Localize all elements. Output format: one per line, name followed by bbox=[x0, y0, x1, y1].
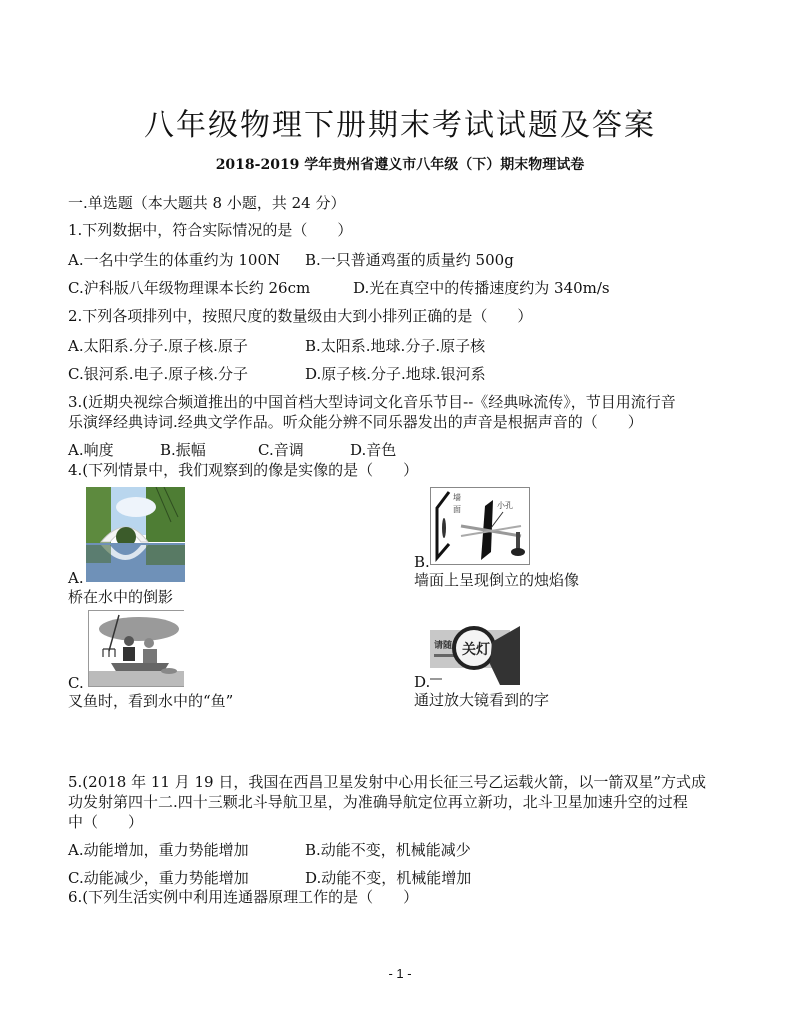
question-1-option-b: B.一只普通鸡蛋的质量约 500g bbox=[305, 251, 514, 269]
question-2-option-c: C.银河系.电子.原子核.分子 bbox=[68, 365, 249, 383]
question-4-option-c-caption: 叉鱼时，看到水中的“鱼” bbox=[68, 692, 234, 710]
section-heading: 一.单选题（本大题共 8 小题，共 24 分） bbox=[68, 194, 346, 212]
question-2-option-b: B.太阳系.地球.分子.原子核 bbox=[305, 337, 486, 355]
question-1-stem: 1.下列数据中，符合实际情况的是（ ） bbox=[68, 221, 353, 239]
question-5-option-a: A.动能增加，重力势能增加 bbox=[68, 841, 249, 859]
question-5-stem-line-2: 功发射第四十二.四十三颗北斗导航卫星，为准确导航定位再立新功，北斗卫星加速升空的过程 bbox=[68, 793, 688, 811]
question-4-option-a-label: A. bbox=[68, 569, 84, 587]
question-4-option-d-label: D. bbox=[414, 673, 431, 691]
question-2-option-d: D.原子核.分子.地球.银河系 bbox=[305, 365, 486, 383]
document-subtitle: 2018-2019 学年贵州省遵义市八年级（下）期末物理试卷 bbox=[215, 157, 585, 173]
question-1-option-c: C.沪科版八年级物理课本长约 26cm bbox=[68, 279, 311, 297]
question-4-option-d-caption: 通过放大镜看到的字 bbox=[414, 691, 550, 709]
question-5-stem-line-3: 中（ ） bbox=[68, 813, 144, 831]
question-2-stem: 2.下列各项排列中，按照尺度的数量级由大到小排列正确的是（ ） bbox=[68, 307, 533, 325]
question-3-option-c: C.音调 bbox=[258, 441, 304, 459]
question-4-option-a-caption: 桥在水中的倒影 bbox=[68, 588, 174, 606]
spear-fishing-illustration bbox=[88, 610, 184, 687]
magnifier-photo bbox=[430, 622, 520, 685]
pinhole-camera-diagram bbox=[430, 487, 530, 565]
question-3-option-b: B.振幅 bbox=[160, 441, 206, 459]
question-5-option-c: C.动能减少，重力势能增加 bbox=[68, 869, 249, 887]
question-5-stem-line-1: 5.(2018 年 11 月 19 日，我国在西昌卫星发射中心用长征三号乙运载火箭，以一箭双星”方式成 bbox=[68, 773, 707, 791]
question-3-option-d: D.音色 bbox=[350, 441, 397, 459]
question-4-stem: 4.(下列情景中，我们观察到的像是实像的是（ ） bbox=[68, 461, 419, 479]
question-3-stem-line-1: 3.(近期央视综合频道推出的中国首档大型诗词文化音乐节目--《经典咏流传》，节目用流行音 bbox=[68, 393, 676, 411]
page-number: - 1 - bbox=[388, 966, 412, 981]
svg-text:请随: 请随 bbox=[434, 641, 453, 651]
question-6-stem: 6.(下列生活实例中利用连通器原理工作的是（ ） bbox=[68, 888, 419, 906]
question-3-stem-line-2: 乐演绎经典诗词.经典文学作品。听众能分辨不同乐器发出的声音是根据声音的（ ） bbox=[68, 413, 643, 431]
question-4-option-b-caption: 墙面上呈现倒立的烛焰像 bbox=[414, 571, 580, 589]
document-title: 八年级物理下册期末考试试题及答案 bbox=[144, 108, 656, 143]
svg-text:关灯: 关灯 bbox=[462, 642, 490, 658]
svg-text:小孔: 小孔 bbox=[497, 501, 513, 510]
question-4-option-c-label: C. bbox=[68, 674, 84, 692]
question-1-option-a: A.一名中学生的体重约为 100N bbox=[68, 251, 281, 269]
svg-text:墙: 墙 bbox=[453, 493, 461, 502]
question-5-option-b: B.动能不变，机械能减少 bbox=[305, 841, 471, 859]
question-3-option-a: A.响度 bbox=[68, 441, 114, 459]
question-1-option-d: D.光在真空中的传播速度约为 340m/s bbox=[353, 279, 610, 297]
svg-text:面: 面 bbox=[453, 505, 461, 514]
question-4-option-b-label: B. bbox=[414, 553, 430, 571]
bridge-reflection-photo bbox=[86, 487, 185, 582]
question-2-option-a: A.太阳系.分子.原子核.原子 bbox=[68, 337, 248, 355]
question-5-option-d: D.动能不变，机械能增加 bbox=[305, 869, 472, 887]
